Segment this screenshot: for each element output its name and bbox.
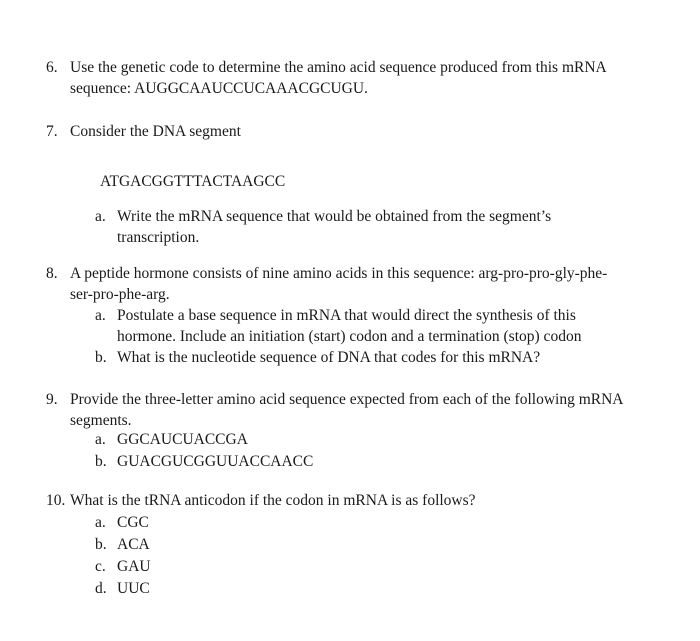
sub-letter: a. — [95, 307, 106, 324]
question-text — [70, 57, 660, 99]
question-text — [70, 490, 660, 511]
sub-text — [117, 206, 551, 248]
question-number: 8. — [46, 265, 58, 282]
dna-segment: ATGACGGTTTACTAAGCC — [100, 173, 286, 190]
question-line: A peptide hormone consists of nine amino acids in this sequence: arg-pro-pro-gly-phe- — [70, 265, 608, 282]
question-line: What is the tRNA anticodon if the codon in mRNA is as follows? — [70, 492, 476, 509]
codon: CGC — [117, 514, 149, 531]
question-line: ser-pro-phe-arg. — [70, 286, 170, 303]
sub-text: What is the nucleotide sequence of DNA that codes for this mRNA? — [117, 349, 541, 366]
sub-line: transcription. — [117, 229, 200, 246]
question-line: Provide the three-letter amino acid sequence expected from each of the following mRNA — [70, 391, 624, 408]
sub-line: Postulate a base sequence in mRNA that would direct the synthesis of this — [117, 307, 576, 324]
mrna-segment: GGCAUCUACCGA — [117, 431, 248, 448]
sub-text — [117, 305, 581, 347]
question-line: sequence: AUGGCAAUCCUCAAACGCUGU. — [70, 80, 368, 97]
question-line: Use the genetic code to determine the amino acid sequence produced from this mRNA — [70, 59, 607, 76]
sub-letter: b. — [95, 349, 107, 366]
sub-letter: b. — [95, 536, 107, 553]
question-number: 7. — [46, 123, 58, 140]
sub-letter: a. — [95, 208, 106, 225]
codon: UUC — [117, 580, 150, 597]
question-text — [70, 389, 660, 431]
question-number: 6. — [46, 59, 58, 76]
question-number: 10. — [46, 492, 66, 509]
question-line: segments. — [70, 412, 132, 429]
question-text — [70, 263, 660, 305]
mrna-segment: GUACGUCGGUUACCAACC — [117, 453, 314, 470]
question-text — [70, 121, 660, 142]
question-line: Consider the DNA segment — [70, 123, 241, 140]
sub-letter: a. — [95, 514, 106, 531]
sub-letter: a. — [95, 431, 106, 448]
sub-letter: b. — [95, 453, 107, 470]
sub-line: hormone. Include an initiation (start) codon and a termination (stop) codon — [117, 328, 582, 345]
sub-letter: c. — [95, 558, 106, 575]
sub-line: Write the mRNA sequence that would be obtained from the segment’s — [117, 208, 552, 225]
sub-letter: d. — [95, 580, 107, 597]
question-number: 9. — [46, 391, 58, 408]
codon: GAU — [117, 558, 151, 575]
codon: ACA — [117, 536, 150, 553]
